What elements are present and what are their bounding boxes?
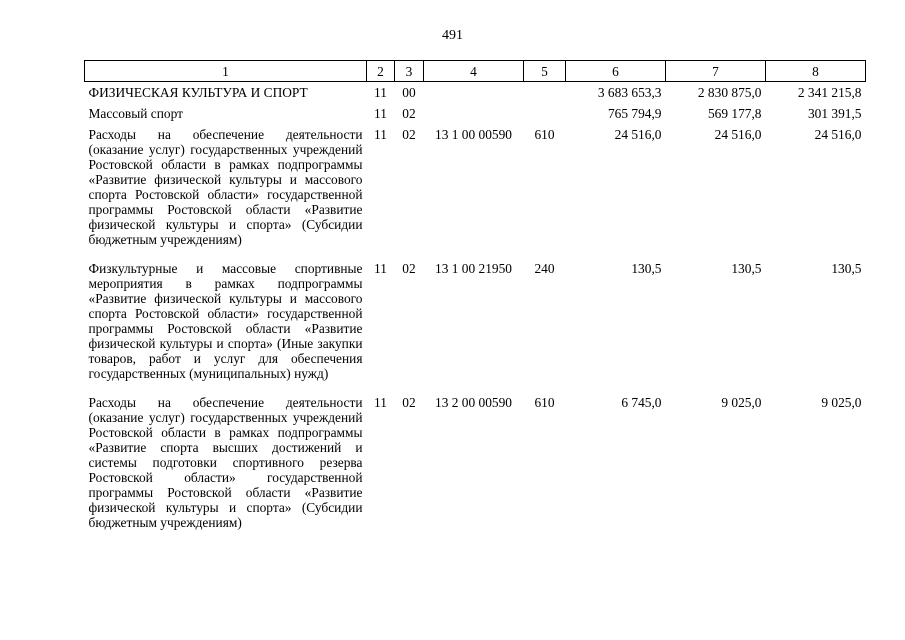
table-row [85,258,866,392]
target-article-code: 13 1 00 21950 [435,261,512,276]
subsection-code: 02 [402,395,416,410]
amount-year-3: 9 025,0 [821,395,862,410]
table-row [85,103,866,124]
row-name: Массовый спорт [88,106,183,121]
table-row [85,82,866,104]
row-name: Расходы на обеспечение деятельности (оказание услуг) государственных учреждений Ростовской области в рамках подпрограммы «Развитие спорта высших достижений и системы подготовки спортивного резерва Ростовской области» государственной программы Ростовской области «Развитие физической культуры и спорта» (Субсидии бюджетным учреждениям) [88,395,363,530]
section-code: 11 [374,85,387,100]
amount-year-3: 2 341 215,8 [797,85,862,100]
row-name: ФИЗИЧЕСКАЯ КУЛЬТУРА И СПОРТ [88,85,308,100]
section-code: 11 [374,127,387,142]
table-row [85,392,866,533]
section-code: 11 [374,395,387,410]
expense-type-code [524,82,566,104]
amount-year-2: 24 516,0 [714,127,762,142]
page-number: 491 [442,28,463,43]
target-article-code [424,82,524,104]
expense-type-code: 610 [534,127,555,142]
section-code: 11 [374,261,387,276]
amount-year-1: 3 683 653,3 [597,85,662,100]
column-header: 8 [766,61,866,82]
expense-type-code: 240 [534,261,555,276]
target-article-code: 13 2 00 00590 [435,395,512,410]
amount-year-1: 130,5 [631,261,662,276]
expense-type-code: 610 [534,395,555,410]
column-header: 5 [524,61,566,82]
column-header: 4 [424,61,524,82]
table-row [85,124,866,258]
subsection-code: 02 [402,106,416,121]
budget-table [84,60,866,533]
amount-year-2: 130,5 [731,261,762,276]
subsection-code: 02 [402,127,416,142]
subsection-code: 02 [402,261,416,276]
amount-year-3: 24 516,0 [814,127,862,142]
subsection-code: 00 [402,85,416,100]
amount-year-1: 24 516,0 [614,127,662,142]
row-name: Физкультурные и массовые спортивные мероприятия в рамках подпрограммы «Развитие физической культуры и массового спорта Ростовской области» государственной программы Ростовской области «Развитие физической культуры и спорта» (Иные закупки товаров, работ и услуг для обеспечения государственных (муниципальных) нужд) [88,261,363,381]
amount-year-3: 130,5 [831,261,862,276]
header-row [85,61,866,82]
amount-year-2: 9 025,0 [721,395,762,410]
column-header: 1 [85,61,367,82]
amount-year-1: 6 745,0 [621,395,662,410]
target-article-code: 13 1 00 00590 [435,127,512,142]
section-code: 11 [374,106,387,121]
expense-type-code [524,103,566,124]
amount-year-2: 569 177,8 [707,106,762,121]
column-header: 6 [566,61,666,82]
row-name: Расходы на обеспечение деятельности (оказание услуг) государственных учреждений Ростовской области в рамках подпрограммы «Развитие физической культуры и массового спорта Ростовской области» государственной программы Ростовской области «Развитие физической культуры и спорта» (Субсидии бюджетным учреждениям) [88,127,363,247]
column-header: 3 [395,61,424,82]
amount-year-3: 301 391,5 [807,106,862,121]
target-article-code [424,103,524,124]
column-header: 2 [367,61,395,82]
amount-year-1: 765 794,9 [607,106,662,121]
column-header: 7 [666,61,766,82]
amount-year-2: 2 830 875,0 [697,85,762,100]
